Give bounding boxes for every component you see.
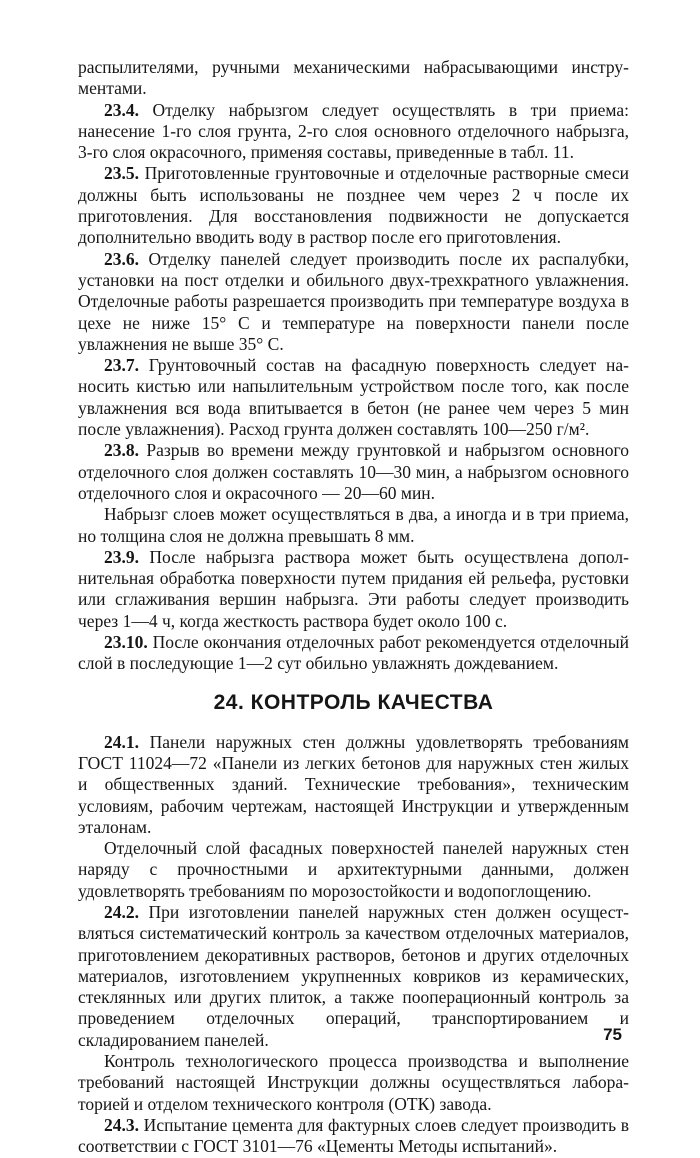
- paragraph: [78, 1051, 629, 1115]
- section-heading: 24. КОНТРОЛЬ КАЧЕСТВА: [213, 690, 494, 714]
- paragraph-23-7: [78, 355, 629, 440]
- paragraph-text: распылителями, ручными механическими набрасывающими инструментами.: [78, 57, 629, 99]
- paragraph-23-9: [78, 547, 629, 632]
- paragraph-text: Разрыв во времени между грунтовкой и набрызгом основного отделочного слоя должен составлять 10—30 мин, а набрызгом основного отделочного слоя и окрасочного — 20—60 мин.: [78, 440, 629, 503]
- paragraph-24-3: [78, 1115, 629, 1158]
- clause-number: 24.3.: [104, 1114, 139, 1135]
- clause-number: 24.2.: [104, 901, 139, 922]
- paragraph-text: Контроль технологического процесса производства и выполнение требований настоящей Инструкции должны осуществляться лабораторией и отделом технического контроля (ОТК) завода.: [78, 1051, 629, 1114]
- clause-number: 23.7.: [104, 355, 139, 376]
- paragraph-text: Отделку набрызгом следует осуществлять в три приема: нанесение 1-го слоя грунта, 2-го слоя основного отделочного набрызга, 3-го слоя окрасочного, применяя составы, приведенные в табл. 11.: [78, 99, 629, 163]
- paragraph-23-8: [78, 440, 629, 504]
- clause-number: 23.10.: [104, 632, 148, 653]
- paragraph-23-6: [78, 249, 629, 355]
- page-number: 75: [603, 1025, 622, 1044]
- paragraph-23-10: [78, 632, 629, 675]
- paragraph-23-4: [78, 100, 629, 164]
- paragraph: [78, 504, 629, 547]
- clause-number: 23.4.: [104, 99, 139, 120]
- paragraph: [78, 838, 629, 902]
- paragraph-24-2: [78, 902, 629, 1051]
- paragraph-text: Панели наружных стен должны удовлетворять требованиям ГОСТ 11024—72 «Панели из легких бетонов для наружных стен жилых и общественных зданий. Технические требования», техническим условиям, рабочим чертежам, настоящей Инструкции и утвержденным эталонам.: [78, 731, 629, 837]
- paragraph-text: При изготовлении панелей наружных стен должен осуществляться систематический контроль за качеством отделочных материалов, приготовлением декоративных растворов, бетонов и других отделочных материалов, изготовлением укрупненных ковриков из керамических, стеклянных или других плиток, а также пооперационный контроль за проведением отделочных операций, транспортированием и складированием панелей.: [78, 901, 629, 1050]
- paragraph-text: Приготовленные грунтовочные и отделочные растворные смеси должны быть использованы не позднее чем через 2 ч после их приготовления. Для восстановления подвижности не допускается дополнительно вводить воду в раствор после его приготовления.: [78, 163, 629, 248]
- paragraph-24-1: [78, 732, 629, 838]
- paragraph-text: После окончания отделочных работ рекомендуется отделочный слой в последующие 1—2 сут обильно увлажнять дождеванием.: [78, 632, 629, 674]
- paragraph-text: После набрызга раствора может быть осуществлена дополнительная обработка поверхности путем придания ей рельефа, рустовки или сглаживания вершин набрызга. Эти работы следует производить через 1—4 ч, когда жесткость раствора будет около 100 с.: [78, 546, 629, 631]
- clause-number: 24.1.: [104, 731, 139, 752]
- clause-number: 23.8.: [104, 440, 139, 461]
- paragraph-23-5: [78, 163, 629, 248]
- clause-number: 23.6.: [104, 248, 139, 269]
- paragraph-text: Отделочный слой фасадных поверхностей панелей наружных стен наряду с прочностными и архитектурными данными, должен удовлетворять требованиям по морозостойкости и водопоглощению.: [78, 838, 629, 901]
- clause-number: 23.5.: [104, 163, 139, 184]
- clause-number: 23.9.: [104, 546, 139, 567]
- page-body: [78, 57, 629, 1158]
- paragraph-text: Отделку панелей следует производить после их распалубки, установки на пост отделки и обильного двух-трехкратного увлажнения. Отделочные работы разрешается производить при температуре воздуха в цехе не ниже 15° С и температуре на поверхности панели после увлажнения не выше 35° С.: [78, 248, 629, 354]
- paragraph-text: Грунтовочный состав на фасадную поверхность следует наносить кистью или напылительным устройством после того, как после увлажнения вся вода впитывается в бетон (не ранее чем через 5 мин после увлажнения). Расход грунта должен составлять 100—250 г/м².: [78, 355, 629, 440]
- paragraph-text: Набрызг слоев может осуществляться в два, а иногда и в три приема, но толщина слоя не должна превышать 8 мм.: [78, 504, 629, 546]
- paragraph-text: Испытание цемента для фактурных слоев следует производить в соответствии с ГОСТ 3101—76 «Цементы Методы испытаний».: [78, 1114, 629, 1157]
- paragraph: [78, 57, 629, 100]
